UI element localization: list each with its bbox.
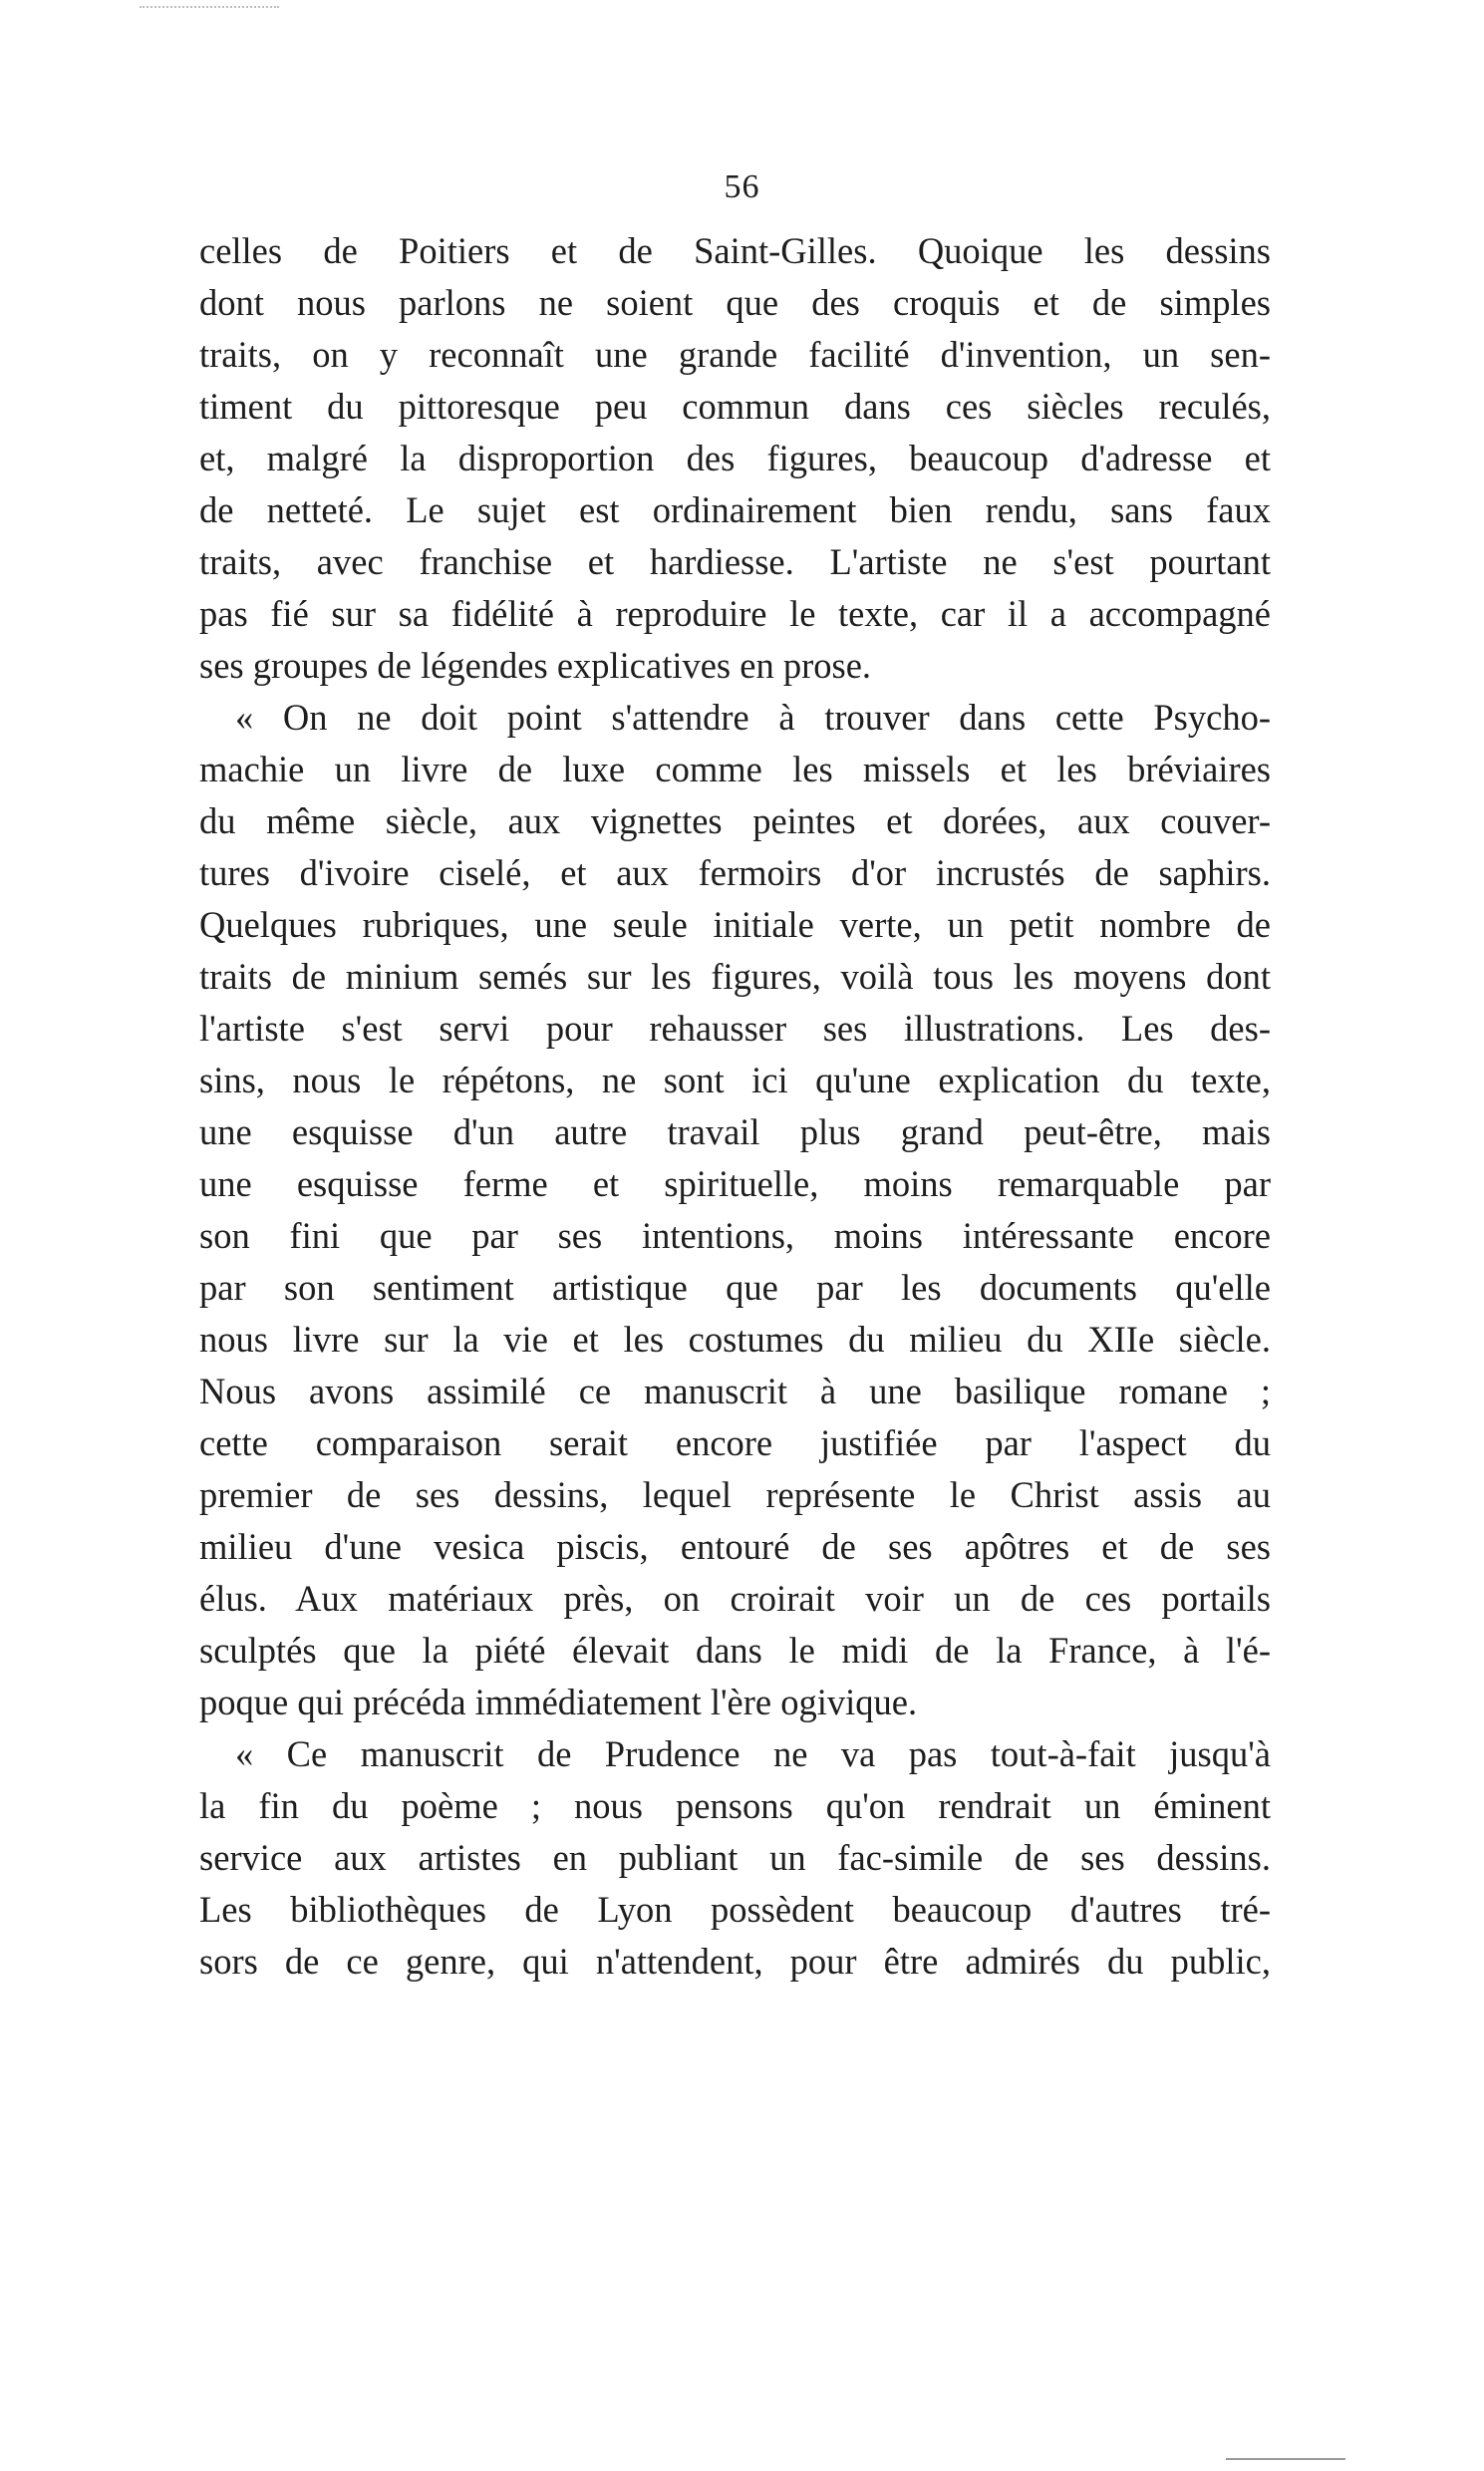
text-line: tures d'ivoire ciselé, et aux fermoirs d'or incrustés de saphirs. <box>199 852 1271 893</box>
text-line: une esquisse d'un autre travail plus grand peut-être, mais <box>199 1111 1271 1152</box>
body-text <box>199 225 1271 1988</box>
text-line: du même siècle, aux vignettes peintes et dorées, aux couver- <box>199 800 1271 841</box>
text-line: service aux artistes en publiant un fac-simile de ses dessins. <box>199 1837 1271 1878</box>
text-line: une esquisse ferme et spirituelle, moins remarquable par <box>199 1163 1271 1204</box>
text-line: Quelques rubriques, une seule initiale verte, un petit nombre de <box>199 904 1271 945</box>
text-line: « On ne doit point s'attendre à trouver dans cette Psycho- <box>235 697 1271 738</box>
text-line: son fini que par ses intentions, moins intéressante encore <box>199 1215 1271 1256</box>
text-line: sors de ce genre, qui n'attendent, pour être admirés du public, <box>199 1941 1271 1982</box>
text-line: ses groupes de légendes explicatives en prose. <box>199 645 872 686</box>
text-line: traits de minium semés sur les figures, voilà tous les moyens dont <box>199 956 1271 997</box>
text-line: Nous avons assimilé ce manuscrit à une basilique romane ; <box>199 1371 1271 1411</box>
text-line: celles de Poitiers et de Saint-Gilles. Quoique les dessins <box>199 230 1271 271</box>
text-line: premier de ses dessins, lequel représente le Christ assis au <box>199 1474 1271 1515</box>
text-line: de netteté. Le sujet est ordinairement bien rendu, sans faux <box>199 489 1271 530</box>
text-line: Les bibliothèques de Lyon possèdent beaucoup d'autres tré- <box>199 1889 1271 1930</box>
text-line: dont nous parlons ne soient que des croquis et de simples <box>199 282 1271 323</box>
text-line: « Ce manuscrit de Prudence ne va pas tout-à-fait jusqu'à <box>235 1733 1271 1774</box>
text-line: nous livre sur la vie et les costumes du milieu du XIIe siècle. <box>199 1319 1271 1360</box>
text-line: sculptés que la piété élevait dans le midi de la France, à l'é- <box>199 1630 1271 1671</box>
text-line: la fin du poème ; nous pensons qu'on rendrait un éminent <box>199 1785 1271 1826</box>
text-line: et, malgré la disproportion des figures, beaucoup d'adresse et <box>199 438 1271 478</box>
text-line: machie un livre de luxe comme les missels et les bréviaires <box>199 749 1271 789</box>
top-edge-rule <box>140 6 279 8</box>
page-number: 56 <box>724 168 760 205</box>
text-line: pas fié sur sa fidélité à reproduire le texte, car il a accompagné <box>199 593 1271 634</box>
text-line: par son sentiment artistique que par les documents qu'elle <box>199 1267 1271 1308</box>
text-line: élus. Aux matériaux près, on croirait voir un de ces portails <box>199 1578 1271 1619</box>
text-line: l'artiste s'est servi pour rehausser ses illustrations. Les des- <box>199 1008 1271 1049</box>
text-line: poque qui précéda immédiatement l'ère ogivique. <box>199 1682 918 1722</box>
text-line: timent du pittoresque peu commun dans ces siècles reculés, <box>199 386 1271 427</box>
text-line: traits, avec franchise et hardiesse. L'artiste ne s'est pourtant <box>199 541 1271 582</box>
text-line: sins, nous le répétons, ne sont ici qu'une explication du texte, <box>199 1060 1271 1100</box>
bottom-edge-rule <box>1226 2458 1345 2460</box>
text-line: cette comparaison serait encore justifiée par l'aspect du <box>199 1422 1271 1463</box>
text-line: milieu d'une vesica piscis, entouré de ses apôtres et de ses <box>199 1526 1271 1567</box>
text-line: traits, on y reconnaît une grande facilité d'invention, un sen- <box>199 334 1271 375</box>
